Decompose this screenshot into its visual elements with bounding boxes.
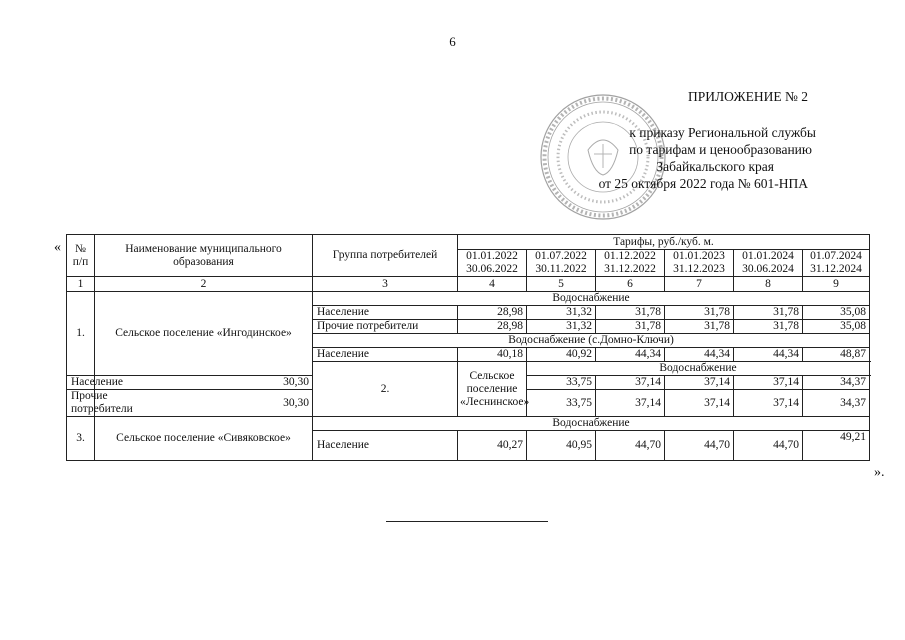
appendix-header [560,88,860,192]
col-number: 5 [527,277,596,292]
appendix-line-2: по тарифам и ценообразованию [629,142,812,157]
tariff-value: 44,70 [665,431,734,461]
header-period [803,250,870,277]
tariff-value: 33,75 [527,376,596,390]
period-to: 31.12.2023 [673,263,725,275]
tariff-value: 31,32 [527,320,596,334]
header-name: Наименование муниципального образования [95,235,313,277]
tariff-value: 37,14 [596,390,665,417]
col-number: 2 [95,277,313,292]
tariff-value: 48,87 [803,348,870,362]
period-to: 30.06.2022 [466,263,518,275]
tariff-value: 44,34 [734,348,803,362]
tariff-value: 49,21 [803,431,870,461]
tariff-value: 35,08 [803,306,870,320]
period-from: 01.07.2024 [810,250,862,262]
tariff-value: 31,78 [734,320,803,334]
header-period [458,250,527,277]
period-to: 30.06.2024 [742,263,794,275]
period-to: 30.11.2022 [535,263,587,275]
appendix-line-4: от 25 октября 2022 года № 601-НПА [598,176,808,191]
tariffs-table [66,234,870,461]
col-number: 9 [803,277,870,292]
col-number: 7 [665,277,734,292]
consumer-group: Прочие потребители [67,390,95,417]
service-row: Водоснабжение [313,417,870,431]
header-period [596,250,665,277]
tariff-value: 30,30 [95,390,313,417]
header-period [665,250,734,277]
header-group: Группа потребителей [313,235,458,277]
col-number: 4 [458,277,527,292]
period-from: 01.01.2022 [466,250,518,262]
col-number: 8 [734,277,803,292]
consumer-group: Прочие потребители [313,320,458,334]
tariff-value: 40,27 [458,431,527,461]
tariff-value: 37,14 [665,376,734,390]
header-num: № п/п [67,235,95,277]
appendix-line-1: к приказу Региональной службы [629,125,816,140]
tariff-value: 37,14 [665,390,734,417]
tariff-value: 40,92 [527,348,596,362]
appendix-line-3: Забайкальского края [656,159,774,174]
tariff-value: 37,14 [596,376,665,390]
col-number: 6 [596,277,665,292]
tariff-value: 28,98 [458,320,527,334]
period-to: 31.12.2024 [810,263,862,275]
tariff-value: 31,32 [527,306,596,320]
service-row: Водоснабжение (с.Домно-Ключи) [313,334,870,348]
tariff-value: 31,78 [596,320,665,334]
municipality-name: Сельское поселение «Ингодинское» [95,292,313,376]
bottom-rule [386,521,548,522]
col-number: 1 [67,277,95,292]
tariff-value: 37,14 [734,390,803,417]
header-tariffs: Тарифы, руб./куб. м. [458,235,870,250]
consumer-group: Население [313,431,458,461]
tariff-value: 31,78 [596,306,665,320]
row-num: 2. [313,362,458,417]
tariff-value: 44,70 [596,431,665,461]
closing-quote: ». [874,465,885,480]
service-row: Водоснабжение [313,292,870,306]
col-number: 3 [313,277,458,292]
period-to: 31.12.2022 [604,263,656,275]
tariff-value: 34,37 [803,390,870,417]
tariff-value: 31,78 [665,306,734,320]
tariff-value: 28,98 [458,306,527,320]
header-period [527,250,596,277]
header-period [734,250,803,277]
row-num: 3. [67,417,95,461]
tariff-value: 30,30 [95,376,313,390]
period-from: 01.07.2022 [535,250,587,262]
period-from: 01.12.2022 [604,250,656,262]
tariff-value: 40,18 [458,348,527,362]
consumer-group: Население [67,376,95,390]
service-row: Водоснабжение [527,362,870,376]
tariff-value: 31,78 [734,306,803,320]
tariff-value: 35,08 [803,320,870,334]
opening-quote: « [54,240,61,255]
tariff-value: 44,34 [596,348,665,362]
period-from: 01.01.2023 [673,250,725,262]
municipality-name: Сельское поселение «Сивяковское» [95,417,313,461]
row-num: 1. [67,292,95,376]
consumer-group: Население [313,348,458,362]
appendix-title: ПРИЛОЖЕНИЕ № 2 [687,89,808,104]
tariff-value: 31,78 [665,320,734,334]
column-numbers-row [67,277,870,292]
period-from: 01.01.2024 [742,250,794,262]
tariff-value: 37,14 [734,376,803,390]
tariff-value: 34,37 [803,376,870,390]
tariff-value: 44,70 [734,431,803,461]
tariff-value: 33,75 [527,390,596,417]
page-number: 6 [449,34,456,49]
municipality-name: Сельское поселение «Леснинское» [458,362,527,417]
tariff-value: 44,34 [665,348,734,362]
consumer-group: Население [313,306,458,320]
tariff-value: 40,95 [527,431,596,461]
